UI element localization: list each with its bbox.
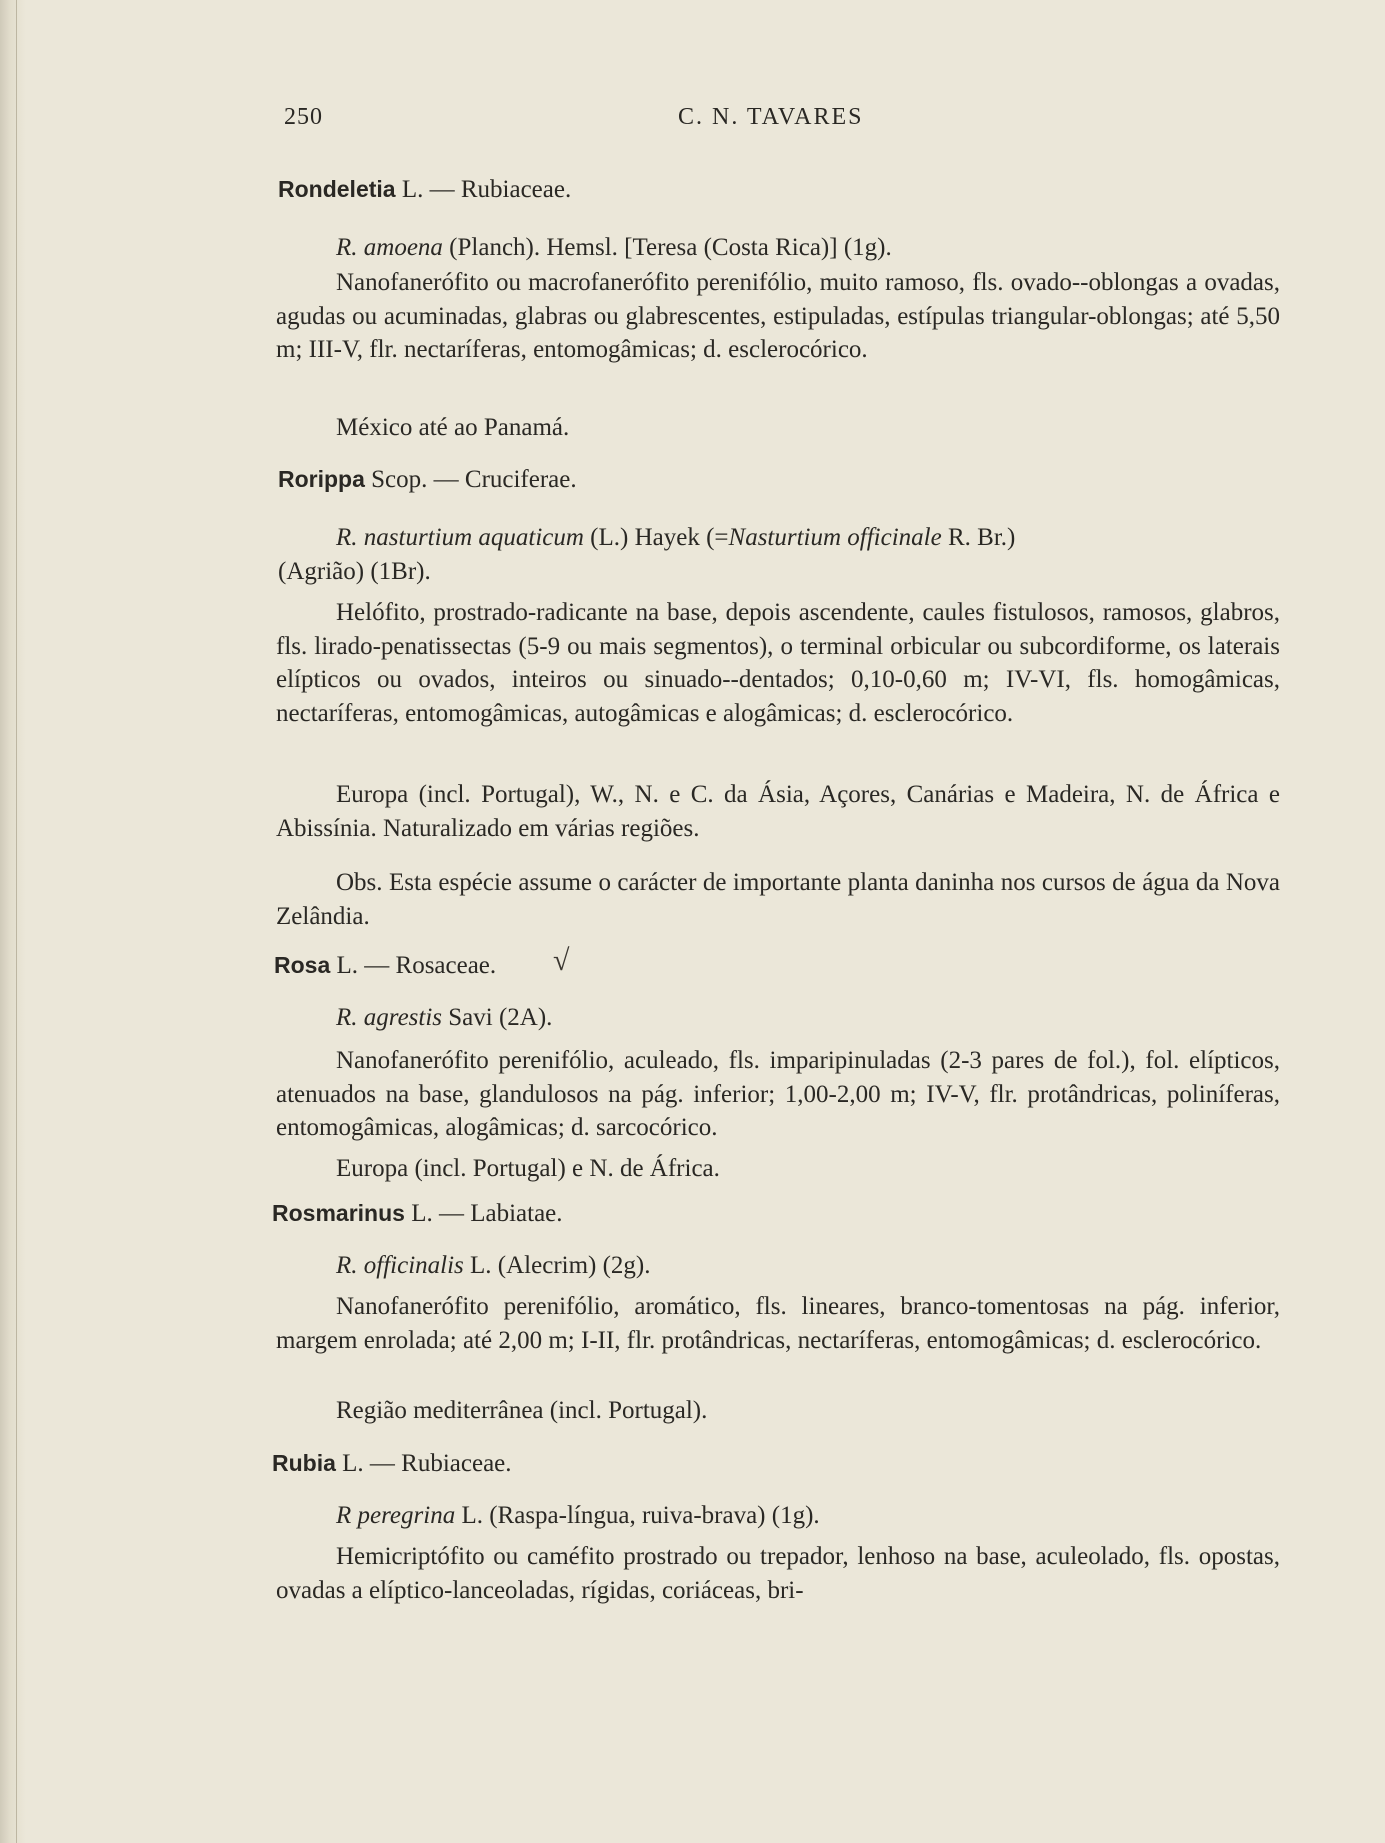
genus-name: Rorippa [278,466,365,492]
species-name: R peregrina [336,1502,456,1529]
species-line-rosa [336,1000,552,1035]
species-authority: Savi (2A). [442,1004,553,1031]
species-line-rosmarinus [336,1248,651,1283]
running-head: C. N. TAVARES [678,104,864,130]
genus-authority: L. — Rosaceae. [330,952,497,979]
distribution-rosmarinus: Região mediterrânea (incl. Portugal). [336,1397,708,1424]
genus-name: Rondeletia [278,176,396,202]
species-authority: (L.) Hayek (= [583,524,729,551]
species-authority: L. (Raspa-língua, ruiva-brava) (1g). [455,1502,820,1529]
species-line-rondeletia [336,230,892,265]
species-name: R. amoena [336,234,443,261]
genus-heading-rorippa [278,462,577,497]
page-binding-edge [0,0,26,1843]
genus-heading-rosa [274,948,496,983]
genus-name: Rosmarinus [272,1200,405,1226]
species-authority: (Planch). Hemsl. [Teresa (Costa Rica)] (1g). [442,234,892,261]
description-rosmarinus: Nanofanerófito perenifólio, aromático, fls. lineares, branco-tomentosas na pág. inferior, margem enrolada; até 2,00 m; I-II, flr. protândricas, nectaríferas, entomogâmicas; d. esclerocórico. [276,1293,1280,1354]
page-number: 250 [284,104,323,130]
genus-name: Rosa [274,952,331,978]
genus-heading-rondeletia [278,172,571,207]
species-authority: L. (Alecrim) (2g). [463,1252,651,1279]
species-line-rorippa [336,520,1015,555]
description-rubia: Hemicriptófito ou caméfito prostrado ou trepador, lenhoso na base, aculeolado, fls. opostas, ovadas a elíptico-lanceoladas, rígidas, coriáceas, bri- [276,1543,1280,1604]
genus-name: Rubia [272,1450,336,1476]
genus-authority: Scop. — Cruciferae. [364,466,577,493]
species-line-rubia [336,1498,820,1533]
genus-heading-rubia [272,1446,512,1481]
genus-authority: L. — Rubiaceae. [335,1450,512,1477]
species-name: R. officinalis [336,1252,464,1279]
synonym-name: Nasturtium officinale [728,524,942,551]
distribution-rondeletia: México até ao Panamá. [336,414,570,441]
common-name-rorippa: (Agrião) (1Br). [278,558,431,585]
genus-heading-rosmarinus [272,1196,563,1231]
genus-authority: L. — Labiatae. [404,1200,563,1227]
distribution-rosa: Europa (incl. Portugal) e N. de África. [336,1155,720,1182]
species-name: R. nasturtium aquaticum [336,524,584,551]
observation-rorippa: Obs. Esta espécie assume o carácter de importante planta daninha nos cursos de água da Nova Zelândia. [276,869,1280,930]
genus-authority: L. — Rubiaceae. [395,176,572,203]
description-rondeletia: Nanofanerófito ou macrofanerófito perenifólio, muito ramoso, fls. ovado--oblongas a ovadas, agudas ou acuminadas, glabras ou glabrescentes, estipuladas, estípulas triangular-oblongas; até 5,50 m; III-V, flr. nectaríferas, entomogâmicas; d. esclerocórico. [276,269,1280,363]
description-rosa: Nanofanerófito perenifólio, aculeado, fls. imparipinuladas (2-3 pares de fol.), fol. elípticos, atenuados na base, glandulosos na pág. inferior; 1,00-2,00 m; IV-V, flr. protândricas, poliníferas, entomogâmicas, alogâmicas; d. sarcocórico. [276,1047,1280,1141]
description-rorippa: Helófito, prostrado-radicante na base, depois ascendente, caules fistulosos, ramosos, glabros, fls. lirado-penatissectas (5-9 ou mais segmentos), o terminal orbicular ou subcordiforme, os laterais elípticos ou ovados, inteiros ou sinuado--dentados; 0,10-0,60 m; IV-VI, fls. homogâmicas, nectaríferas, entomogâmicas, autogâmicas e alogâmicas; d. esclerocórico. [276,599,1280,727]
page-header [284,104,1284,140]
distribution-rorippa: Europa (incl. Portugal), W., N. e C. da Ásia, Açores, Canárias e Madeira, N. de África e Abissínia. Naturalizado em várias regiões. [276,781,1280,842]
species-name: R. agrestis [336,1004,443,1031]
handwritten-check-mark: √ [553,944,570,977]
synonym-authority: R. Br.) [941,524,1016,551]
